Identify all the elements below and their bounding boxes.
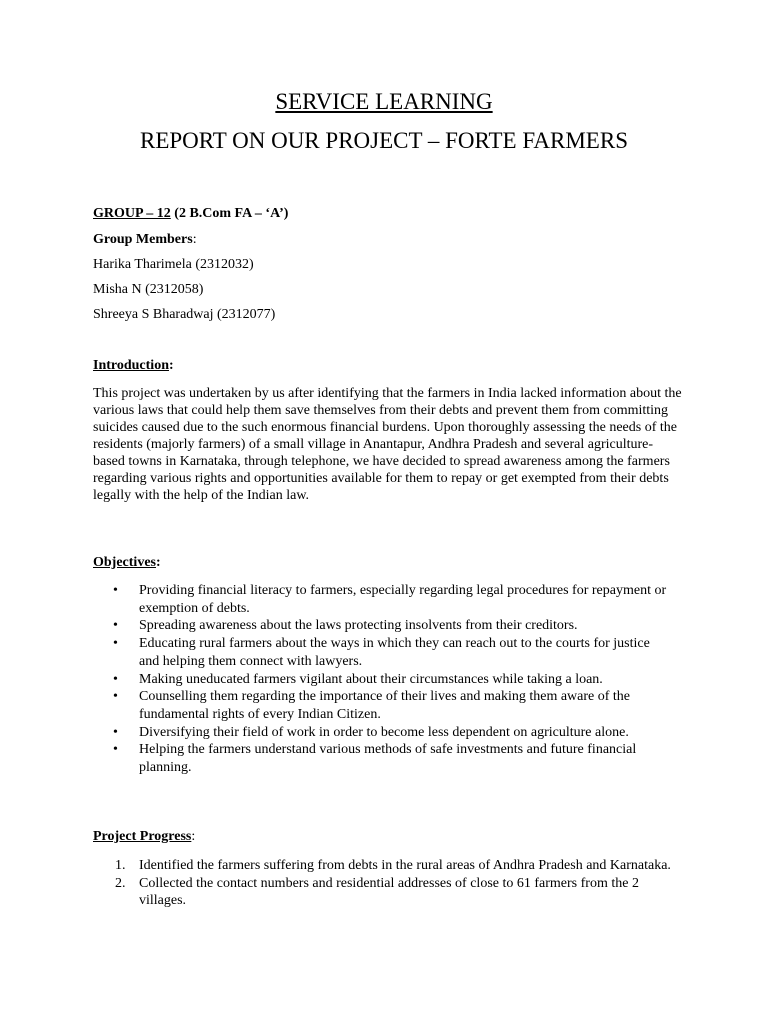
progress-heading-text: Project Progress	[93, 829, 192, 844]
page-title: SERVICE LEARNING	[275, 89, 493, 114]
list-item	[93, 875, 673, 910]
objectives-list	[93, 582, 673, 777]
list-item	[93, 724, 673, 742]
introduction-text: This project was undertaken by us after identifying that the farmers in India lacked information about the various laws that could help them save themselves from their debts and prevent them from committing suicides caused due to the such enormous financial burdens. Upon thoroughly assessing the needs of the residents (majorly farmers) of a small village in Anantapur, Andhra Pradesh and several agriculture-based towns in Karnataka, through telephone, we have decided to spread awareness among the farmers regarding various rights and opportunities available for them to repay or get exempted from their debts legally with the help of the Indian law.	[93, 386, 682, 503]
member-3: Shreeya S Bharadwaj (2312077)	[93, 307, 276, 322]
bullet-icon: •	[113, 689, 118, 705]
list-number: 1.	[115, 858, 126, 873]
members-heading	[93, 232, 197, 248]
list-item-text: Educating rural farmers about the ways in which they can reach out to the courts for justice and helping them connect with lawyers.	[139, 636, 650, 669]
list-item	[93, 671, 673, 689]
progress-colon: :	[191, 829, 196, 844]
progress-heading	[93, 829, 195, 845]
bullet-icon: •	[113, 618, 118, 634]
objectives-heading	[93, 555, 161, 571]
members-colon: :	[192, 232, 197, 247]
list-item	[93, 617, 673, 635]
list-number: 2.	[115, 875, 126, 891]
page-subtitle: REPORT ON OUR PROJECT – FORTE FARMERS	[139, 128, 628, 153]
list-item-text: Spreading awareness about the laws protecting insolvents from their creditors.	[139, 618, 578, 634]
list-item	[93, 635, 673, 670]
list-item-text: Diversifying their field of work in order to become less dependent on agriculture alone.	[139, 724, 629, 740]
group-label: GROUP – 12	[93, 206, 171, 221]
members-label: Group Members	[93, 232, 193, 247]
bullet-icon: •	[113, 742, 118, 758]
list-item	[93, 741, 673, 776]
bullet-icon: •	[113, 724, 118, 740]
introduction-heading-text: Introduction	[93, 358, 169, 373]
bullet-icon: •	[113, 636, 118, 652]
list-item	[93, 582, 673, 617]
list-item-text: Making uneducated farmers vigilant about their circumstances while taking a loan.	[139, 671, 603, 687]
list-item	[93, 688, 673, 723]
bullet-icon: •	[113, 671, 118, 687]
introduction-heading	[93, 358, 174, 374]
list-item-text: Collected the contact numbers and residential addresses of close to 61 farmers from the 2 villages.	[139, 875, 639, 908]
objectives-heading-text: Objectives	[93, 555, 156, 570]
member-1: Harika Tharimela (2312032)	[93, 257, 254, 272]
member-2: Misha N (2312058)	[93, 282, 204, 297]
introduction-colon: :	[168, 358, 174, 373]
list-item-text: Counselling them regarding the importance of their lives and making them aware of the fundamental rights of every Indian Citizen.	[139, 689, 631, 722]
group-detail: (2 B.Com FA – ‘A’)	[170, 206, 289, 221]
objectives-colon: :	[155, 555, 161, 570]
group-line	[93, 206, 288, 222]
list-item	[93, 857, 673, 875]
bullet-icon: •	[113, 583, 118, 598]
list-item-text: Providing financial literacy to farmers, especially regarding legal procedures for repayment or exemption of debts.	[139, 583, 667, 616]
progress-list	[93, 857, 673, 910]
list-item-text: Identified the farmers suffering from debts in the rural areas of Andhra Pradesh and Karnataka.	[139, 858, 671, 873]
list-item-text: Helping the farmers understand various methods of safe investments and future financial planning.	[139, 742, 637, 776]
